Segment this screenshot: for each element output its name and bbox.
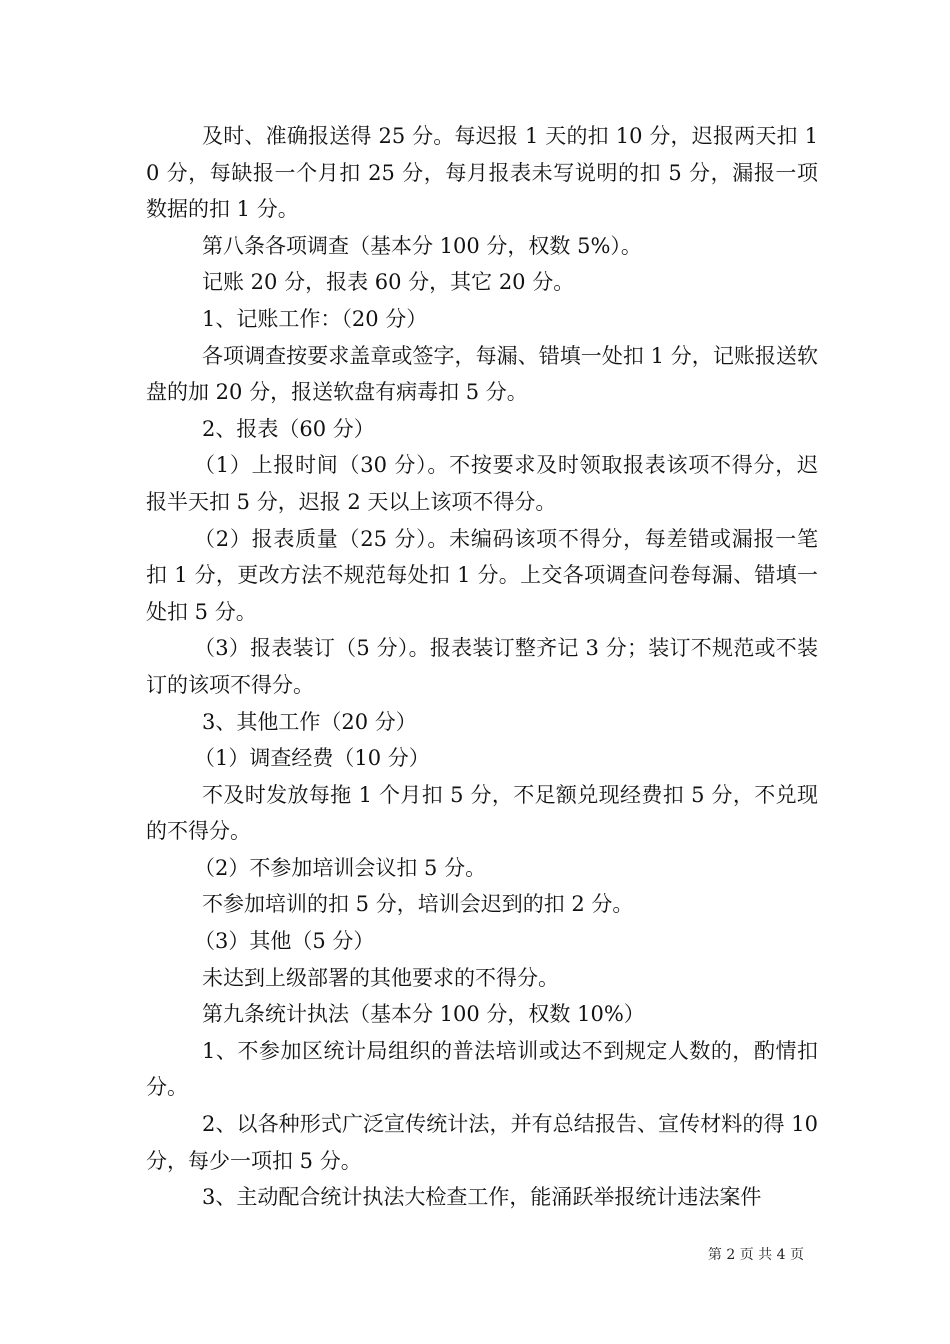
- paragraph: 各项调查按要求盖章或签字，每漏、错填一处扣 1 分，记账报送软盘的加 20 分，报送软盘有病毒扣 5 分。: [146, 343, 818, 405]
- paragraph: 记账 20 分，报表 60 分，其它 20 分。: [202, 270, 575, 295]
- paragraph: 第八条各项调查（基本分 100 分，权数 5%）。: [202, 233, 642, 258]
- paragraph: 第九条统计执法（基本分 100 分，权数 10%）: [202, 1002, 645, 1027]
- paragraph: 2、以各种形式广泛宣传统计法，并有总结报告、宣传材料的得 10 分，每少一项扣 5 分。: [146, 1112, 818, 1173]
- paragraph: （1）上报时间（30 分）。不按要求及时领取报表该项不得分，迟报半天扣 5 分，迟报 2 天以上该项不得分。: [146, 453, 818, 514]
- paragraph: （3）报表装订（5 分）。报表装订整齐记 3 分；装订不规范或不装订的该项不得分。: [146, 636, 818, 697]
- paragraph: 及时、准确报送得 25 分。每迟报 1 天的扣 10 分，迟报两天扣 10 分，每缺报一个月扣 25 分，每月报表未写说明的扣 5 分，漏报一项数据的扣 1 分。: [146, 124, 818, 222]
- paragraph: 1、不参加区统计局组织的普法培训或达不到规定人数的，酌情扣分。: [146, 1038, 818, 1100]
- paragraph: （2）不参加培训会议扣 5 分。: [194, 855, 487, 880]
- paragraph: （1）调查经费（10 分）: [194, 746, 430, 771]
- paragraph: （2）报表质量（25 分）。未编码该项不得分，每差错或漏报一笔扣 1 分，更改方法不规范每处扣 1 分。上交各项调查问卷每漏、错填一处扣 5 分。: [146, 526, 818, 624]
- paragraph: 3、主动配合统计执法大检查工作，能涌跃举报统计违法案件: [202, 1185, 762, 1210]
- paragraph: 2、报表（60 分）: [202, 416, 375, 441]
- paragraph: 1、记账工作：（20 分）: [202, 306, 428, 331]
- paragraph: 不参加培训的扣 5 分，培训会迟到的扣 2 分。: [202, 892, 634, 917]
- document-body: [146, 118, 818, 1216]
- page-number: 第 2 页 共 4 页: [707, 1247, 804, 1263]
- paragraph: 不及时发放每拖 1 个月扣 5 分，不足额兑现经费扣 5 分，不兑现的不得分。: [146, 782, 818, 844]
- paragraph: 未达到上级部署的其他要求的不得分。: [202, 965, 559, 990]
- paragraph: （3）其他（5 分）: [194, 929, 375, 954]
- paragraph: 3、其他工作（20 分）: [202, 709, 417, 734]
